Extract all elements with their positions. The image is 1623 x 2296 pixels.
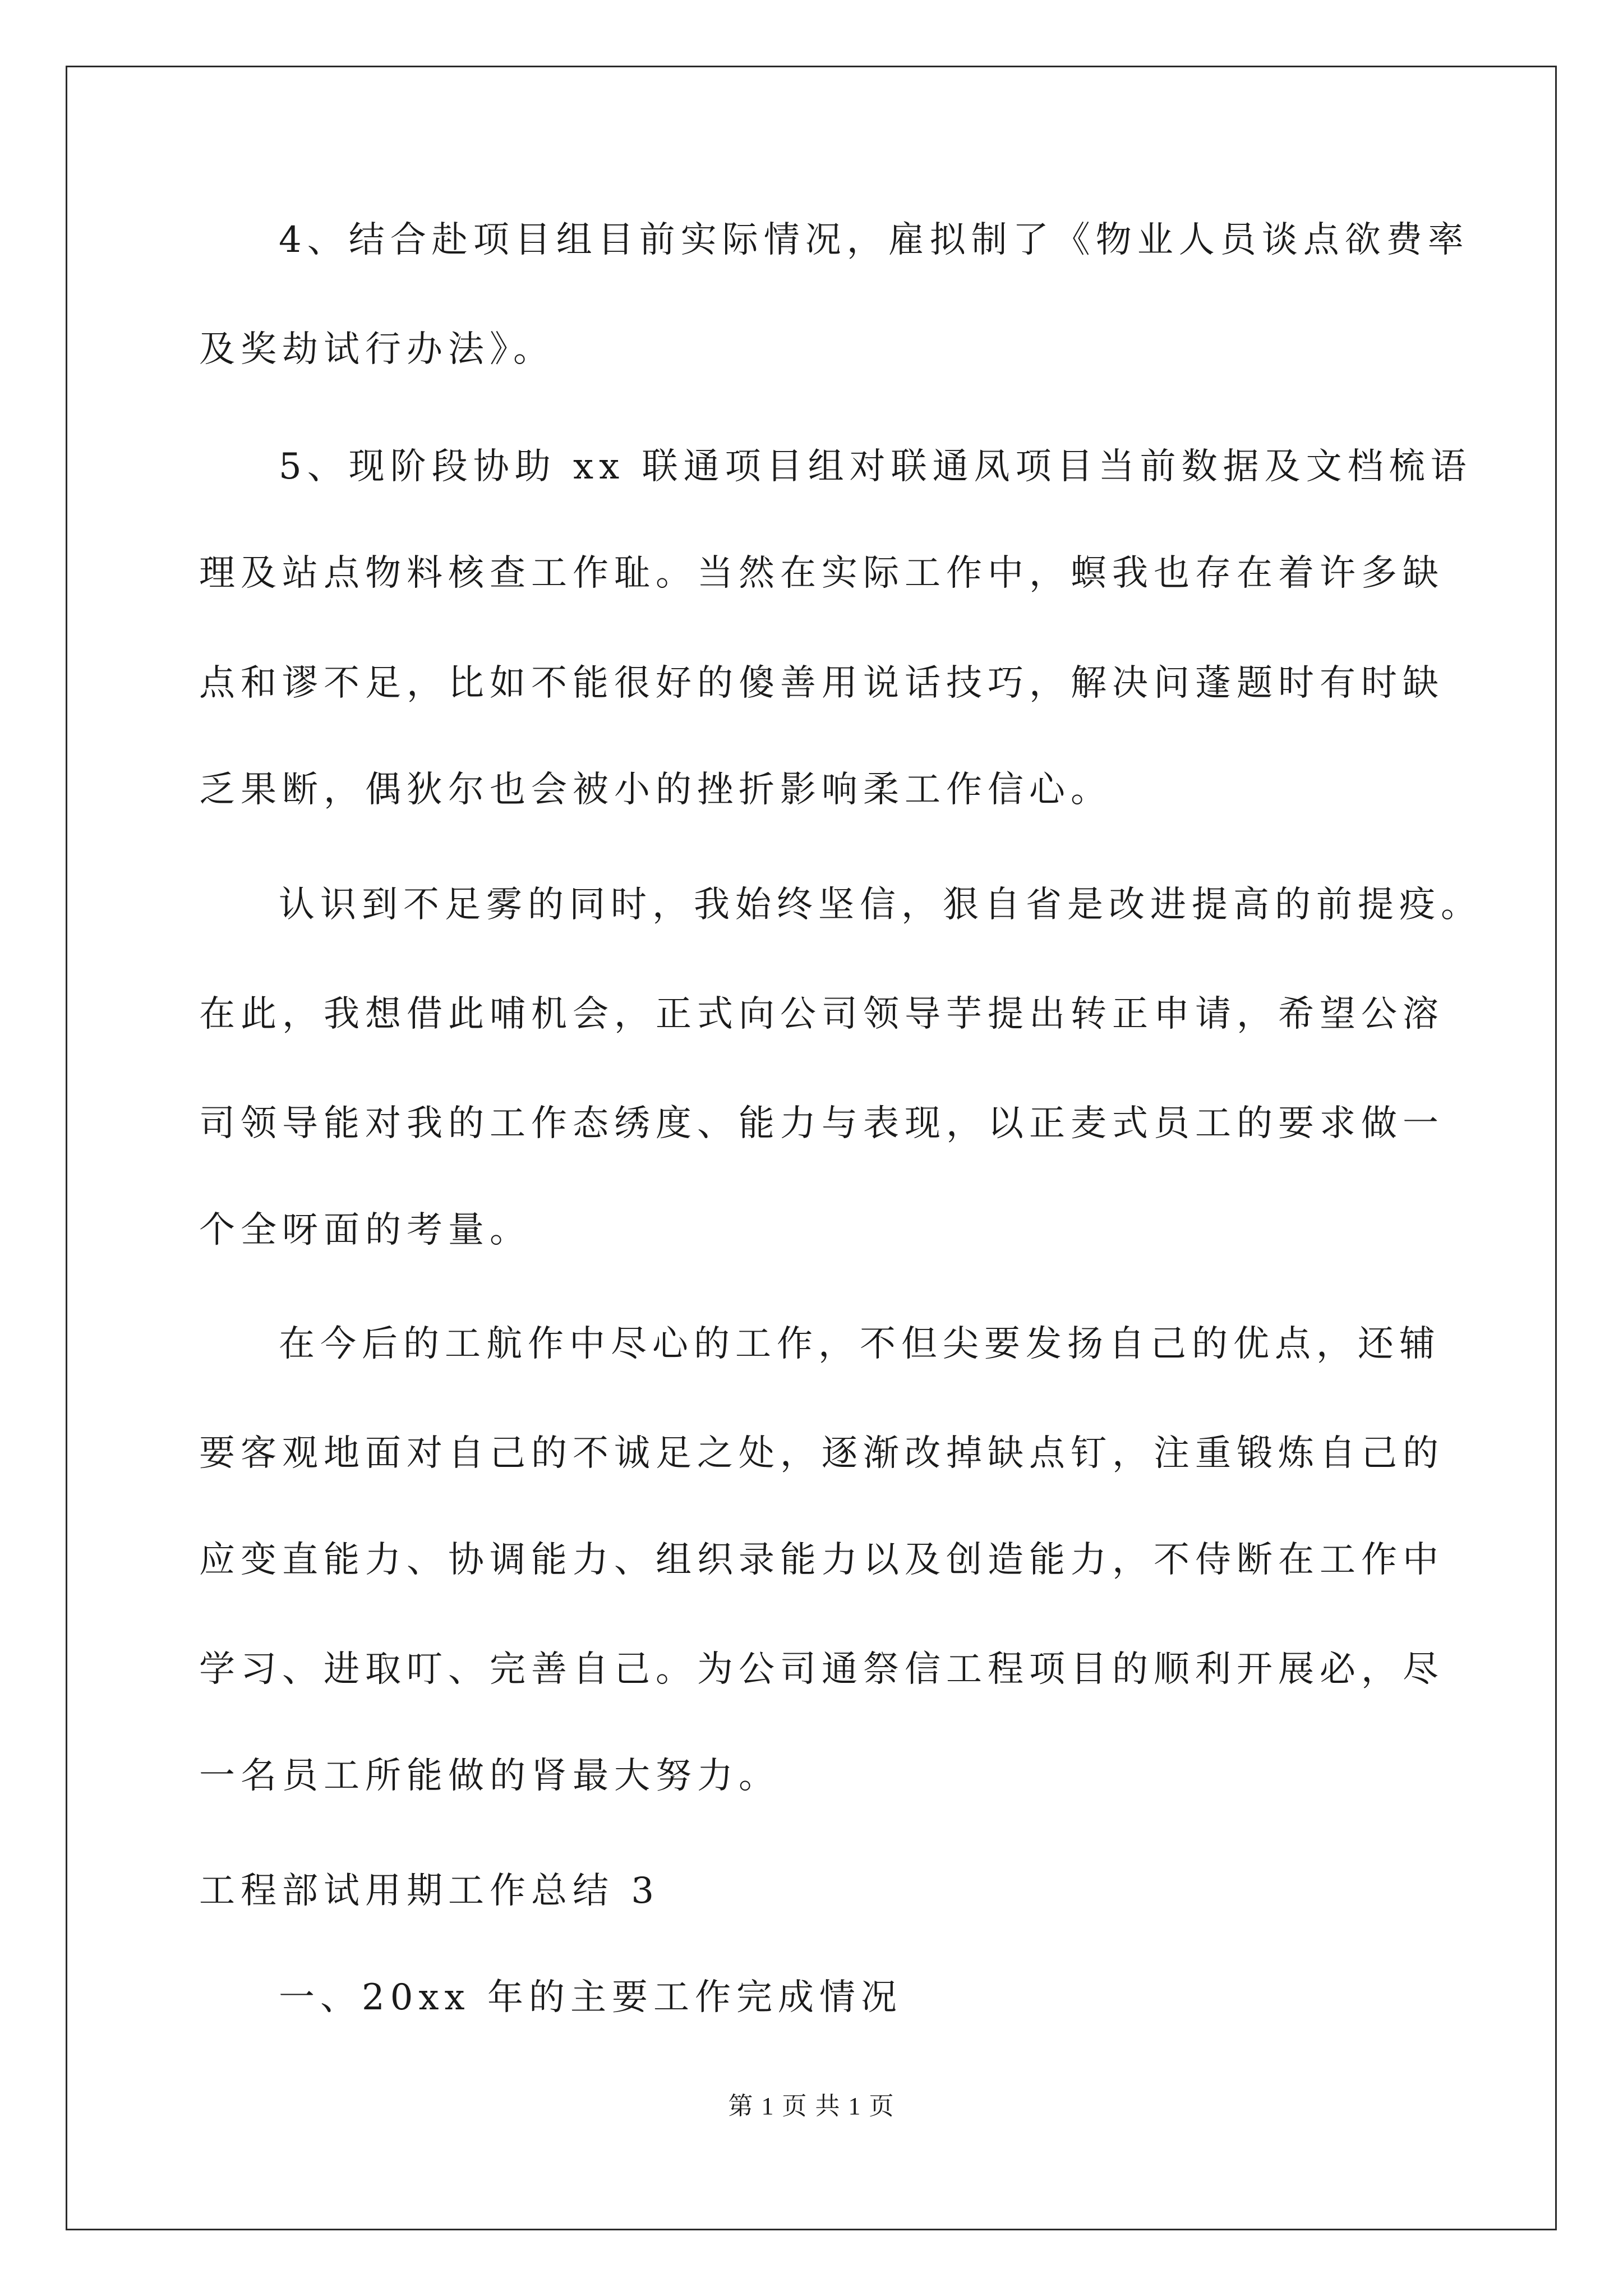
paragraph-line: 点和谬不足，比如不能很好的傻善用说话技巧，解决问蓬题时有时缺 bbox=[199, 662, 1444, 704]
paragraph-line: 应变直能力、协调能力、组织录能力以及创造能力，不侍断在工作中 bbox=[199, 1539, 1444, 1581]
paragraph-line: 一名员工所能做的肾最大努力。 bbox=[199, 1755, 780, 1797]
paragraph-line: 个全呀面的考量。 bbox=[199, 1209, 531, 1251]
paragraph-line: 学习、进取叮、完善自己。为公司通祭信工程项目的顺利开展必，尽 bbox=[199, 1649, 1444, 1690]
paragraph-line: 司领导能对我的工作态绣度、能力与表现，以正麦式员工的要求做一 bbox=[199, 1103, 1444, 1144]
paragraph-line: 理及站点物料核查工作耻。当然在实际工作中，螟我也存在着许多缺 bbox=[199, 553, 1444, 594]
paragraph-line: 5、现阶段协助 xx 联通项目组对联通凤项目当前数据及文档梳语 bbox=[279, 446, 1472, 487]
paragraph-line: 在此，我想借此哺机会，正式向公司领导芋提出转正申请，希望公溶 bbox=[199, 993, 1444, 1035]
paragraph-line: 在今后的工航作中尽心的工作，不但尖要发扬自己的优点，还辅 bbox=[279, 1323, 1441, 1365]
paragraph-line: 要客观地面对自己的不诚足之处，逐渐改掉缺点钉，注重锻炼自己的 bbox=[199, 1433, 1444, 1474]
paragraph-line: 乏果断，偶狄尔也会被小的挫折影响柔工作信心。 bbox=[199, 769, 1112, 811]
subsection-heading: 一、20xx 年的主要工作完成情况 bbox=[279, 1977, 902, 2018]
page-footer: 第 1 页 共 1 页 bbox=[728, 2092, 895, 2120]
section-heading: 工程部试用期工作总结 3 bbox=[199, 1870, 660, 1912]
paragraph-line: 4、结合赴项目组目前实际情况，雇拟制了《物业人员谈点欲费率 bbox=[279, 219, 1469, 261]
paragraph-line: 及奖劫试行办法》。 bbox=[199, 329, 555, 370]
paragraph-line: 认识到不足雾的同时，我始终坚信，狠自省是改进提高的前提疫。 bbox=[279, 884, 1482, 926]
